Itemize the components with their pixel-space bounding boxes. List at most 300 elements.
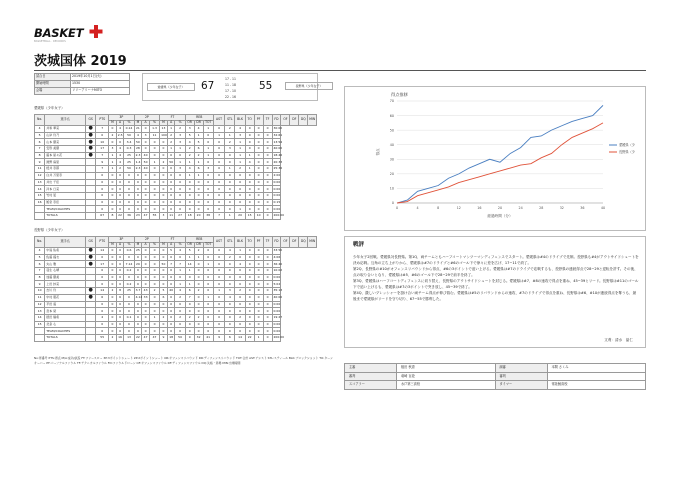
- x-tick-label: 0: [395, 206, 399, 210]
- basketball-plus-icon: [89, 24, 103, 39]
- table-cell: 0: [167, 166, 175, 173]
- table-row: [35, 294, 334, 301]
- table-cell: 2: [160, 159, 168, 166]
- table-cell: 1: [213, 288, 224, 295]
- col-subheader: %: [175, 120, 185, 126]
- table-cell: 0: [263, 172, 272, 179]
- table-cell: 0: [203, 186, 213, 193]
- table-row: [35, 192, 334, 199]
- table-cell: [86, 314, 96, 321]
- table-row: [35, 126, 334, 133]
- table-cell: 3: [225, 146, 235, 153]
- table-cell: 0: [134, 254, 142, 261]
- table-cell: 1: [194, 159, 203, 166]
- table-cell: 0.1: [124, 314, 134, 321]
- table-cell: [86, 328, 96, 335]
- table-cell: 佐藤 瑠衣: [45, 254, 86, 261]
- table-cell: 0: [203, 274, 213, 281]
- table-cell: 1: [203, 261, 213, 268]
- table-cell: 4: [116, 146, 124, 153]
- table-cell: 0: [96, 132, 109, 139]
- table-cell: 4: [185, 166, 194, 173]
- table-cell: 0: [213, 159, 224, 166]
- table-cell: 0: [185, 192, 194, 199]
- table-cell: 0: [235, 192, 245, 199]
- table-cell: 4: [245, 159, 254, 166]
- table-cell: 4: [35, 248, 45, 255]
- col-header: STL: [225, 115, 235, 126]
- table-cell: 0: [213, 146, 224, 153]
- table-cell: 0: [109, 139, 117, 146]
- table-cell: 0: [213, 301, 224, 308]
- table-cell: 0:00: [273, 179, 281, 184]
- table-cell: 1: [185, 159, 194, 166]
- table-cell: 0: [194, 308, 203, 315]
- table-cell: 0: [225, 268, 235, 275]
- table-cell: 2.3: [135, 166, 141, 171]
- table-cell: 0: [263, 261, 272, 268]
- table-cell: 0: [263, 268, 272, 275]
- table-cell: 0: [254, 294, 263, 301]
- table-cell: 0: [142, 146, 150, 153]
- table-cell: 0: [175, 321, 185, 328]
- table-cell: 32: [194, 334, 203, 341]
- table-cell: 0: [213, 314, 224, 321]
- table-cell: 0: [96, 206, 109, 213]
- table-cell: 27: [175, 212, 185, 219]
- table-cell: 18: [185, 212, 194, 219]
- table-cell: 8: [109, 212, 117, 219]
- y-tick-label: 70: [389, 99, 394, 104]
- home-score: 67: [201, 80, 215, 92]
- col-header: AST: [213, 115, 224, 126]
- table-cell: 5: [185, 132, 194, 139]
- table-cell: 0: [254, 166, 263, 173]
- chart-title: 得点推移: [391, 92, 408, 97]
- table-cell: [86, 268, 96, 275]
- table-cell: 0: [203, 159, 213, 166]
- table-cell: 4: [35, 126, 45, 133]
- table-cell: 0: [96, 321, 109, 328]
- table-cell: 200:00: [273, 213, 285, 218]
- table-cell: 0: [175, 186, 185, 193]
- table-cell: 0: [116, 308, 124, 315]
- table-cell: 0: [96, 254, 109, 261]
- table-cell: 1: [203, 294, 213, 301]
- col-header: FD: [272, 115, 281, 126]
- table-cell: 0: [194, 199, 203, 206]
- info-row: [35, 74, 130, 81]
- table-cell: 0: [96, 308, 109, 315]
- table-cell: 2: [167, 139, 175, 146]
- table-cell: 0: [109, 261, 117, 268]
- table-cell: 0: [109, 192, 117, 199]
- table-cell: 0: [116, 179, 124, 186]
- table-cell: 山岸 玲乃: [45, 132, 86, 139]
- table-cell: 1: [167, 146, 175, 153]
- table-cell: 15: [35, 192, 45, 199]
- table-cell: 1: [185, 172, 194, 179]
- table-cell: 2: [160, 314, 168, 321]
- table-cell: 0: [213, 308, 224, 315]
- table-cell: 4: [185, 139, 194, 146]
- table-cell: 0: [96, 301, 109, 308]
- table-cell: 0: [245, 199, 254, 206]
- table-cell: 0: [160, 248, 168, 255]
- table-cell: 1: [203, 152, 213, 159]
- table-cell: 4: [134, 132, 142, 139]
- table-cell: 0: [175, 308, 185, 315]
- table-cell: 30:00: [273, 126, 283, 131]
- table-cell: 1: [185, 281, 194, 288]
- title-divider: [34, 70, 646, 71]
- col-header: TF: [263, 237, 272, 248]
- table-cell: 0: [245, 294, 254, 301]
- table-cell: 0: [109, 254, 117, 261]
- table-cell: 3: [142, 132, 150, 139]
- table-cell: 0: [124, 186, 134, 193]
- officials-row: [345, 372, 646, 381]
- table-row: [35, 268, 334, 275]
- table-cell: [86, 166, 96, 173]
- table-row: [35, 314, 334, 321]
- table-cell: 0: [203, 321, 213, 328]
- table-cell: 0: [194, 301, 203, 308]
- table-cell: 1: [245, 152, 254, 159]
- table-cell: TOTALS: [45, 334, 86, 341]
- table-cell: 11: [35, 166, 45, 173]
- table-cell: 0: [203, 248, 213, 255]
- table-cell: 14: [96, 248, 109, 255]
- table-cell: 0: [254, 261, 263, 268]
- table-cell: 上田 紗菜: [45, 281, 86, 288]
- table-cell: 0: [124, 308, 134, 315]
- table-cell: 0: [263, 152, 272, 159]
- table-cell: 50: [161, 261, 166, 266]
- away-score: 55: [259, 80, 273, 92]
- table-cell: 0: [203, 281, 213, 288]
- y-tick-label: 50: [389, 128, 394, 133]
- table-cell: 0: [175, 274, 185, 281]
- col-subheader: %: [124, 120, 134, 126]
- table-cell: 加藤 優美: [45, 274, 86, 281]
- table-cell: 0: [213, 206, 224, 213]
- table-cell: 0: [203, 314, 213, 321]
- table-cell: 0: [235, 308, 245, 315]
- table-cell: 5: [185, 248, 194, 255]
- table-cell: TEAM/COACHES: [45, 206, 86, 213]
- table-cell: 0: [263, 301, 272, 308]
- table-cell: 0: [116, 172, 124, 179]
- col-header: STL: [225, 237, 235, 248]
- official-role: スコアラー: [345, 381, 397, 390]
- table-row: [35, 328, 334, 335]
- table-cell: 4: [225, 294, 235, 301]
- info-row: [35, 88, 130, 95]
- table-cell: 0: [167, 294, 175, 301]
- table-cell: [86, 159, 96, 166]
- table-cell: 0: [194, 294, 203, 301]
- table-cell: 22: [118, 213, 122, 218]
- table-cell: 6: [194, 166, 203, 173]
- table-cell: 0: [254, 321, 263, 328]
- legend-entry: 愛媛県（少: [619, 143, 635, 148]
- table-cell: 0: [116, 254, 124, 261]
- table-cell: 1: [225, 212, 235, 219]
- table-cell: 0: [254, 146, 263, 153]
- official-name: [547, 372, 646, 381]
- col-header: 3P: [109, 115, 135, 121]
- table-cell: 0: [225, 261, 235, 268]
- table-cell: 0: [116, 186, 124, 193]
- table-cell: 0: [160, 179, 168, 186]
- table-cell: 0: [149, 294, 159, 301]
- table-cell: 100: [161, 133, 167, 138]
- table-cell: 0: [167, 206, 175, 213]
- table-cell: [86, 192, 96, 199]
- table-cell: 1: [235, 159, 245, 166]
- table-cell: 0: [235, 301, 245, 308]
- table-cell: 9: [96, 159, 109, 166]
- table-cell: 0: [194, 186, 203, 193]
- col-subheader: A: [116, 242, 124, 248]
- table-cell: 47: [143, 213, 148, 218]
- table-cell: 1: [235, 152, 245, 159]
- table-cell: 0: [254, 126, 263, 133]
- table-cell: 0: [175, 206, 185, 213]
- col-subheader: M: [109, 242, 117, 248]
- table-cell: 18: [169, 335, 174, 340]
- table-cell: 5: [35, 132, 45, 139]
- table-cell: 0: [225, 152, 235, 159]
- table-cell: 北条 心: [45, 321, 86, 328]
- table-cell: 1: [235, 146, 245, 153]
- table-cell: 17: [96, 261, 109, 268]
- table-cell: 0: [254, 248, 263, 255]
- table-cell: 0: [213, 126, 224, 133]
- table-cell: 0: [160, 281, 168, 288]
- table-cell: 0: [235, 268, 245, 275]
- col-subheader: M: [134, 242, 142, 248]
- team1-label: 愛媛県（少年女子）: [34, 106, 65, 110]
- table-cell: 13: [124, 334, 134, 341]
- x-tick-label: 40: [600, 206, 606, 210]
- table-cell: 0: [134, 192, 142, 199]
- table-cell: 8: [116, 288, 124, 295]
- table-cell: 0: [134, 314, 142, 321]
- table-cell: 2: [235, 288, 245, 295]
- table-cell: 6: [185, 288, 194, 295]
- table-cell: 0: [167, 321, 175, 328]
- table-cell: 8: [35, 152, 45, 159]
- table-cell: 0: [213, 139, 224, 146]
- table-cell: 0: [245, 206, 254, 213]
- col-header: BLK: [235, 115, 245, 126]
- table-cell: 2: [194, 248, 203, 255]
- table-cell: 41: [203, 334, 213, 341]
- table-cell: 4: [116, 152, 124, 159]
- table-cell: 47: [149, 334, 159, 341]
- table-cell: 0: [225, 281, 235, 288]
- table-cell: 8: [35, 274, 45, 281]
- table-cell: 徳田 瑞希: [45, 314, 86, 321]
- table-cell: 28: [136, 146, 140, 151]
- table-cell: 11: [169, 213, 174, 218]
- table-cell: 0: [109, 199, 117, 206]
- table-cell: 0: [109, 281, 117, 288]
- col-subheader: %: [149, 242, 159, 248]
- table-cell: 1: [235, 248, 245, 255]
- table-cell: 0: [263, 179, 272, 186]
- table-cell: 0: [142, 254, 150, 261]
- table-cell: 50: [124, 132, 134, 139]
- table-cell: 1: [225, 166, 235, 173]
- table-cell: 0: [254, 301, 263, 308]
- team2-label: 長野県（少年女子）: [34, 228, 65, 232]
- official-role: 副審: [495, 364, 547, 373]
- table-cell: 7: [185, 294, 194, 301]
- official-name: 水戸第三高校: [397, 381, 496, 390]
- info-value: リリーアリーナMITO: [71, 88, 130, 95]
- table-cell: 0: [225, 179, 235, 186]
- col-subheader: M: [160, 120, 168, 126]
- table-cell: 桜井 奈都: [45, 166, 86, 173]
- table-cell: 0: [124, 321, 134, 328]
- table-cell: 井和 華菜: [45, 126, 86, 133]
- table-cell: 0: [225, 328, 235, 335]
- table-cell: 0: [263, 186, 272, 193]
- table-row: [35, 254, 334, 261]
- table-cell: 0: [149, 301, 159, 308]
- table-cell: 1: [149, 159, 159, 166]
- table-cell: 10: [96, 139, 109, 146]
- table-cell: 1: [185, 254, 194, 261]
- table-cell: 0: [160, 172, 168, 179]
- table-cell: 0: [149, 321, 159, 328]
- table-cell: TOTALS: [45, 212, 86, 219]
- table-row: [35, 288, 334, 295]
- table-row: [35, 132, 334, 139]
- table-cell: [35, 212, 45, 219]
- table-cell: 3: [175, 139, 185, 146]
- table-cell: 0.14: [125, 126, 133, 131]
- officials-row: [345, 381, 646, 390]
- table-row: [35, 301, 334, 308]
- table-cell: 2: [225, 126, 235, 133]
- table-row: [35, 261, 334, 268]
- table-cell: 4: [235, 261, 245, 268]
- table-cell: 0: [245, 254, 254, 261]
- table-cell: 3: [185, 126, 194, 133]
- table-cell: 4.12: [135, 295, 143, 300]
- table-cell: [35, 334, 45, 341]
- table-cell: 0: [149, 192, 159, 199]
- x-tick-label: 8: [437, 206, 440, 210]
- table-cell: 井出 千佳: [45, 179, 86, 186]
- table-cell: 0: [124, 274, 134, 281]
- table-cell: 0: [254, 179, 263, 186]
- table-cell: 25: [136, 248, 140, 253]
- table-cell: 0: [203, 268, 213, 275]
- table-cell: 33:50: [273, 248, 283, 253]
- table-cell: 1: [109, 152, 117, 159]
- table-cell: 0: [213, 166, 224, 173]
- table-cell: 0: [124, 301, 134, 308]
- table-cell: 0: [134, 308, 142, 315]
- table-cell: 吉川 玲: [45, 288, 86, 295]
- col-header: OF: [281, 115, 290, 126]
- table-cell: 11: [149, 132, 159, 139]
- table-cell: 2: [167, 132, 175, 139]
- table-cell: 3: [225, 288, 235, 295]
- table-cell: 0: [235, 274, 245, 281]
- table-cell: 0: [254, 274, 263, 281]
- table-cell: 0: [175, 254, 185, 261]
- x-tick-label: 4: [416, 206, 419, 210]
- table-cell: 1: [109, 159, 117, 166]
- commentary-text: 少年女子2回戦。愛媛県対長野県。第1Q、両チームともハーフコートマンツーマンディフェンスでスタート。愛媛県は#4のドライブで先制。長野県も#4がアウトサイドシュートを決め応戦。互角の立ち上がりから、愛媛県は#7のドライブと#6のゴール下で徐々に差を広げ、17−11で終了。 第2Q、長野県の#10がオフェンスリバウンドから得点、#6の3ポイントで追い上げる。愛媛県は#7のドライブで応戦するも、長野県の連続得点で28−29と逆転を許す。その後、点の取り合いとなり、愛媛県は#5、#6のゴール下で28−29で前半を終了。 第3Q、愛媛県はハーフコートディフェンスに切り替え、長野県のアウトサイドシュートを封じる。愛媛県は#7、#8の速攻で得点を重ね、45−39とリード。長野県は#11のゴール下で追い上げるも、愛媛県は#7の3ポイントで突き放し、45−39で終了。 第4Q、激しいプレッシャーを掛け合い両チーム得点が伸び悩む。愛媛県は#5のリバウンドからの速攻、#7のドライブで得点を重ね、長野県は#6、#10が連続得点を奪うも、最後まで愛媛県がリードを守り切り、67−55で勝利した。: [353, 255, 639, 301]
- table-cell: 7.14: [125, 261, 133, 266]
- table-cell: 0: [160, 268, 168, 275]
- table-cell: 4: [175, 248, 185, 255]
- table-cell: 2: [185, 152, 194, 159]
- table-cell: 32:61: [273, 133, 283, 138]
- col-subheader: %: [124, 242, 134, 248]
- table-cell: [86, 172, 96, 179]
- table-cell: 0: [175, 179, 185, 186]
- table-cell: 0: [213, 321, 224, 328]
- table-cell: 36: [124, 212, 134, 219]
- col-header: DQ: [299, 115, 308, 126]
- table-cell: 4: [235, 126, 245, 133]
- table-cell: 0: [185, 301, 194, 308]
- table-cell: 0: [109, 274, 117, 281]
- table-cell: 0: [203, 206, 213, 213]
- col-header: TO: [245, 237, 254, 248]
- table-cell: 0: [167, 179, 175, 186]
- table-cell: 0: [167, 268, 175, 275]
- table-cell: 6: [35, 139, 45, 146]
- table-cell: 0: [254, 328, 263, 335]
- official-name: 植田 秋恵: [397, 364, 496, 373]
- table-cell: 0.2: [124, 281, 134, 288]
- col-header: OF: [281, 237, 290, 248]
- official-role: 審判: [345, 372, 397, 381]
- table-cell: 0: [263, 146, 272, 153]
- table-cell: [86, 199, 96, 206]
- table-cell: 0: [194, 179, 203, 186]
- official-role: タイマー: [495, 381, 547, 390]
- table-cell: 0: [116, 301, 124, 308]
- table-cell: 7: [96, 126, 109, 133]
- col-subheader: %: [149, 120, 159, 126]
- table-cell: 6: [194, 146, 203, 153]
- table-cell: 0: [134, 172, 142, 179]
- table-cell: 4: [175, 288, 185, 295]
- table-cell: 0: [254, 314, 263, 321]
- table-cell: 1: [245, 166, 254, 173]
- table-cell: 5: [160, 288, 168, 295]
- col-subheader: TOT: [205, 120, 212, 125]
- table-cell: 14: [96, 288, 109, 295]
- table-cell: 0: [235, 281, 245, 288]
- logo-tagline: BASKETBALL · RECORDS: [34, 40, 66, 43]
- table-cell: 2: [194, 288, 203, 295]
- table-cell: 0: [203, 172, 213, 179]
- table-cell: 33: [143, 295, 148, 300]
- table-cell: 1: [203, 146, 213, 153]
- table-cell: 0: [194, 206, 203, 213]
